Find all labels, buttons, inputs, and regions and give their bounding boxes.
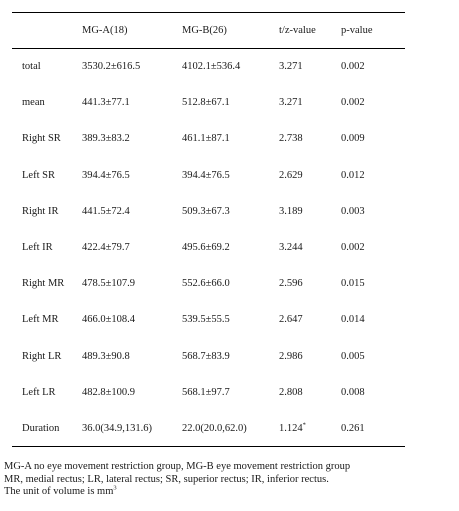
- cell-t-value-text: 3.189: [279, 205, 303, 217]
- cell-mgb-text: 512.8±67.1: [182, 97, 230, 109]
- cell-mgb: [182, 157, 279, 193]
- cell-t-value-text: 1.124: [279, 422, 303, 434]
- cell-measure: [12, 410, 82, 446]
- cell-p-value: [341, 266, 405, 302]
- cell-mgb: [182, 338, 279, 374]
- cell-t-value: [279, 121, 341, 157]
- cell-measure: [12, 85, 82, 121]
- table-header-row: [12, 13, 405, 49]
- cell-p-value-text: 0.002: [341, 242, 365, 254]
- cell-mga-text: 466.0±108.4: [82, 314, 136, 326]
- cell-t-value: [279, 229, 341, 265]
- cell-mgb: [182, 121, 279, 157]
- footnote-groups: MG-A no eye movement restriction group, MG-B eye movement restriction group: [4, 461, 351, 472]
- cell-p-value: [341, 229, 405, 265]
- cell-p-value-text: 0.002: [341, 61, 365, 73]
- cell-mgb-text: 4102.1±536.4: [182, 61, 241, 73]
- cell-p-value-text: 0.008: [341, 386, 365, 398]
- header-empty: [12, 13, 82, 49]
- cell-mgb-text: 22.0(20.0,62.0): [182, 422, 247, 434]
- cell-measure: [12, 157, 82, 193]
- cell-t-value: [279, 302, 341, 338]
- cell-p-value: [341, 85, 405, 121]
- cell-p-value-text: 0.261: [341, 422, 365, 434]
- cell-mgb-text: 461.1±87.1: [182, 133, 230, 145]
- cell-mga: [82, 229, 182, 265]
- table-row: [12, 121, 405, 157]
- cell-measure-text: Duration: [22, 422, 60, 434]
- cell-mga: [82, 338, 182, 374]
- cell-mga: [82, 85, 182, 121]
- cell-t-value-text: 3.271: [279, 61, 303, 73]
- cell-mga-text: 489.3±90.8: [82, 350, 130, 362]
- cell-measure: [12, 229, 82, 265]
- cell-mgb: [182, 302, 279, 338]
- footnote-unit-superscript: 3: [113, 484, 117, 492]
- cell-measure: [12, 121, 82, 157]
- cell-mga-text: 482.8±100.9: [82, 386, 136, 398]
- cell-t-value-text: 2.596: [279, 278, 303, 290]
- cell-measure-text: Right MR: [22, 278, 65, 290]
- cell-p-value-text: 0.002: [341, 97, 365, 109]
- cell-mga-text: 422.4±79.7: [82, 242, 130, 254]
- cell-measure: [12, 49, 82, 85]
- results-table: [12, 12, 405, 447]
- table-row: [12, 193, 405, 229]
- cell-p-value: [341, 193, 405, 229]
- cell-mga-text: 441.3±77.1: [82, 97, 130, 109]
- cell-p-value-text: 0.012: [341, 169, 365, 181]
- cell-p-value: [341, 338, 405, 374]
- cell-mga-text: 478.5±107.9: [82, 278, 136, 290]
- cell-measure: [12, 338, 82, 374]
- cell-mga-text: 394.4±76.5: [82, 169, 130, 181]
- cell-mga: [82, 302, 182, 338]
- cell-p-value: [341, 49, 405, 85]
- table-footnotes: [4, 461, 454, 499]
- table-row: [12, 85, 405, 121]
- cell-measure: [12, 266, 82, 302]
- cell-p-value-text: 0.009: [341, 133, 365, 145]
- cell-p-value: [341, 302, 405, 338]
- cell-mga: [82, 157, 182, 193]
- footnote-abbreviations: MR, medial rectus; LR, lateral rectus; SR, superior rectus; IR, inferior rectus.: [4, 473, 329, 485]
- cell-measure-text: Right LR: [22, 350, 62, 362]
- cell-p-value: [341, 410, 405, 446]
- cell-mga: [82, 374, 182, 410]
- cell-mgb-text: 509.3±67.3: [182, 205, 230, 217]
- cell-mgb-text: 568.7±83.9: [182, 350, 230, 362]
- cell-t-value-text: 2.986: [279, 350, 303, 362]
- cell-p-value-text: 0.003: [341, 205, 365, 217]
- cell-mgb: [182, 49, 279, 85]
- cell-mgb-text: 394.4±76.5: [182, 169, 230, 181]
- cell-mgb: [182, 266, 279, 302]
- cell-t-value-text: 2.629: [279, 169, 303, 181]
- footnote-unit: [4, 486, 454, 499]
- cell-mga-text: 3530.2±616.5: [82, 61, 141, 73]
- header-p-value: p-value: [341, 13, 405, 49]
- cell-t-value: [279, 193, 341, 229]
- cell-mgb-text: 552.6±66.0: [182, 278, 230, 290]
- cell-measure-text: Left LR: [22, 386, 56, 398]
- cell-p-value: [341, 121, 405, 157]
- cell-p-value-text: 0.005: [341, 350, 365, 362]
- cell-t-value-text: 2.738: [279, 133, 303, 145]
- cell-t-value: [279, 266, 341, 302]
- cell-p-value: [341, 374, 405, 410]
- cell-t-value: [279, 85, 341, 121]
- cell-measure-text: mean: [22, 97, 45, 109]
- cell-mgb-text: 495.6±69.2: [182, 242, 230, 254]
- cell-mgb: [182, 410, 279, 446]
- cell-t-value: [279, 157, 341, 193]
- cell-t-value-text: 3.244: [279, 242, 303, 254]
- cell-measure-text: Right IR: [22, 205, 59, 217]
- header-mga: MG-A(18): [82, 13, 182, 49]
- cell-t-value: [279, 338, 341, 374]
- table-row: [12, 338, 405, 374]
- cell-mga: [82, 266, 182, 302]
- cell-p-value: [341, 157, 405, 193]
- cell-measure-text: Left MR: [22, 314, 59, 326]
- header-mgb: MG-B(26): [182, 13, 279, 49]
- cell-mga: [82, 193, 182, 229]
- cell-measure-text: total: [22, 61, 41, 73]
- cell-mgb: [182, 193, 279, 229]
- cell-t-value-marker: *: [302, 421, 306, 429]
- cell-measure: [12, 193, 82, 229]
- cell-measure-text: Left IR: [22, 242, 53, 254]
- cell-mga-text: 36.0(34.9,131.6): [82, 422, 152, 434]
- cell-mgb: [182, 229, 279, 265]
- cell-mgb: [182, 374, 279, 410]
- table-row: [12, 410, 405, 446]
- results-table-container: [12, 12, 405, 447]
- cell-t-value: [279, 374, 341, 410]
- footnote-unit-text: The unit of volume is mm: [4, 486, 114, 497]
- table-row: [12, 302, 405, 338]
- cell-mga: [82, 121, 182, 157]
- cell-mga: [82, 410, 182, 446]
- cell-mgb-text: 539.5±55.5: [182, 314, 230, 326]
- cell-p-value-text: 0.015: [341, 278, 365, 290]
- cell-t-value-text: 3.271: [279, 97, 303, 109]
- cell-measure-text: Left SR: [22, 169, 55, 181]
- cell-mga-text: 441.5±72.4: [82, 205, 130, 217]
- cell-measure-text: Right SR: [22, 133, 61, 145]
- cell-t-value: [279, 410, 341, 446]
- cell-t-value: [279, 49, 341, 85]
- table-body: [12, 49, 405, 447]
- cell-mga: [82, 49, 182, 85]
- table-row: [12, 49, 405, 85]
- cell-mgb: [182, 85, 279, 121]
- cell-t-value-text: 2.808: [279, 386, 303, 398]
- cell-mgb-text: 568.1±97.7: [182, 386, 230, 398]
- header-t-value: t/z-value: [279, 13, 341, 49]
- cell-measure: [12, 302, 82, 338]
- cell-t-value-text: 2.647: [279, 314, 303, 326]
- cell-mga-text: 389.3±83.2: [82, 133, 130, 145]
- table-row: [12, 374, 405, 410]
- cell-p-value-text: 0.014: [341, 314, 365, 326]
- cell-measure: [12, 374, 82, 410]
- table-row: [12, 157, 405, 193]
- table-row: [12, 266, 405, 302]
- table-row: [12, 229, 405, 265]
